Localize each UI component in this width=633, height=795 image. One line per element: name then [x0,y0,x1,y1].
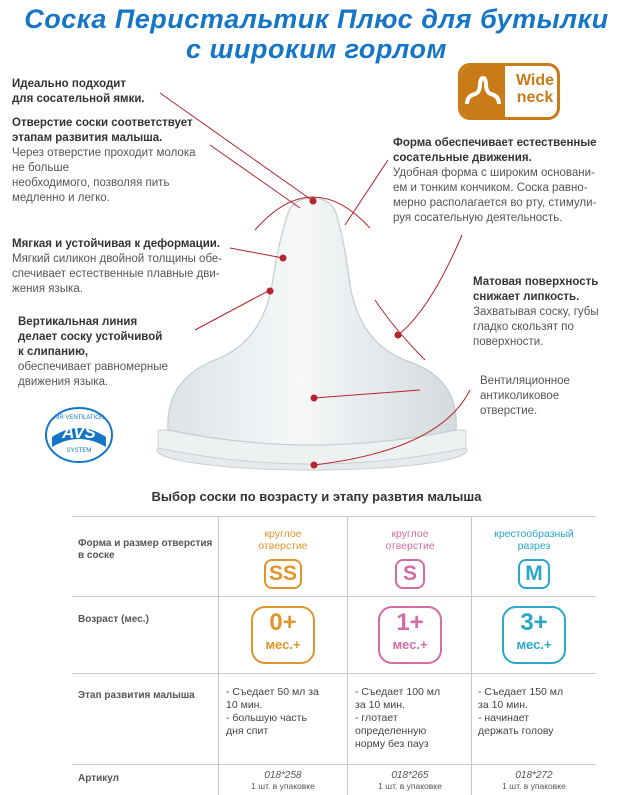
note-vertical-text: движения языка. [18,376,109,388]
article-cell-0 [218,770,348,792]
note-hole-bold: этапам развития малыша. [12,132,163,144]
note-matte-bold: снижает липкость. [473,291,580,303]
note-matte-text: поверхности. [473,336,544,348]
col-head-line: отверстие [258,540,308,552]
note-matte-text: Захватывая соску, губы [473,306,599,318]
note-vent-line: Вентиляционное [480,375,570,387]
stage-cell-2 [478,686,594,738]
note-matte [473,275,623,350]
note-shape-bold: сосательные движения. [393,152,532,164]
col-head-s [348,528,472,552]
note-soft-text: жения языка. [12,283,83,295]
article-pack: 1 шт. в упаковке [502,781,566,791]
age-value: 3+ [520,609,548,636]
article-pack: 1 шт. в упаковке [251,781,315,791]
callout-line-shape-2 [398,235,462,335]
avs-main-text: AVS [62,423,96,442]
article-number: 018*258 [264,770,302,781]
row-label-stage: Этап развития малыша [78,690,195,701]
note-matte-text: гладко скользят по [473,321,574,333]
avs-tm-text: TM [98,424,106,430]
note-hole-text: Через отверстие проходит молока [12,147,196,159]
note-hole-text: не больше [12,162,69,174]
article-cell-1 [348,770,472,792]
note-shape [393,136,623,226]
age-unit: мес.+ [516,637,552,652]
note-fit-line: для сосательной ямки. [12,93,145,105]
stage-line: определенную [355,725,427,737]
page-title-line1: Соска Перистальтик Плюс для бутылки [24,4,609,34]
note-hole-text: медленно и легко. [12,192,110,204]
note-hole-text: необходимого, позволяя пить [12,177,170,189]
note-fit-line: Идеально подходит [12,78,127,90]
neck-label: neck [516,89,554,106]
note-soft [12,237,247,297]
note-fit [12,77,212,107]
note-vertical-bold: делает соску устойчивой [18,331,163,343]
note-vertical-text: обеспечивает равномерные [18,361,168,373]
note-matte-bold: Матовая поверхность [473,276,599,288]
col-head-line: крестообразный [494,528,574,540]
note-shape-text: ем и тонким кончиком. Соска равно- [393,182,588,194]
age-unit: мес.+ [265,637,301,652]
note-shape-bold: Форма обеспечивает естественные [393,137,597,149]
nipple-selection-table [72,516,596,795]
size-badge-m: M [518,559,550,589]
article-pack: 1 шт. в упаковке [378,781,442,791]
stage-line: дня спит [226,725,269,737]
note-soft-text: Мягкий силикон двойной толщины обе- [12,253,223,265]
stage-line: - начинает [478,712,530,724]
note-vertical-bold: Вертикальная линия [18,316,138,328]
article-cell-2 [472,770,596,792]
dot-tip [310,198,317,205]
row-label-hole: Форма и размер отверстия в соске [78,538,213,561]
callout-line-shape [345,160,388,225]
col-head-m [472,528,596,552]
avs-logo [44,405,114,465]
note-soft-bold: Мягкая и устойчивая к деформации. [12,238,221,250]
size-badge-ss: SS [264,559,302,589]
age-value: 0+ [269,609,297,636]
stage-line: держать голову [478,725,554,737]
col-head-line: круглое [264,528,302,540]
stage-line: - Съедает 150 мл [478,686,564,698]
article-number: 018*265 [391,770,429,781]
avs-bottom-text: SYSTEM [66,448,92,454]
dot-shape [395,332,402,339]
col-head-line: отверстие [385,540,435,552]
col-head-ss [218,528,348,552]
note-vertical [18,315,203,390]
age-badge-1 [378,606,442,664]
stage-cell-1 [355,686,470,751]
stage-line: - Съедает 100 мл [355,686,441,698]
stage-line: - большую часть [226,712,307,724]
stage-line: - глотает [355,712,398,724]
age-unit: мес.+ [392,637,428,652]
note-shape-text: мерно располагается во рту, стимули- [393,197,597,209]
age-badge-3 [502,606,566,664]
dot-soft [280,255,287,262]
note-hole [12,116,227,206]
note-vent-line: антиколиковое [480,390,560,402]
note-shape-text: руя сосательную деятельность. [393,212,563,224]
note-vertical-bold: к слипанию, [18,346,89,358]
stage-line: 10 мин. [226,699,263,711]
stage-cell-0 [226,686,346,738]
note-shape-text: Удобная форма с широким основани- [393,167,595,179]
note-vent [480,374,620,419]
stage-line: за 10 мин. [355,699,405,711]
dot-flange [311,462,318,469]
avs-top-text: AIR VENTILATION [53,415,105,421]
stage-line: - Съедает 50 мл за [226,686,319,698]
note-soft-text: спечивает естественные плавные дви- [12,268,220,280]
size-badge-s: S [395,559,425,589]
stage-line: норму без пауз [355,738,429,750]
row-label-article: Артикул [78,773,120,784]
dot-vent [311,395,318,402]
wide-label: Wide [515,72,555,89]
age-value: 1+ [396,609,424,636]
table-title: Выбор соски по возрасту и этапу развтия малыша [151,489,482,504]
col-head-line: круглое [391,528,429,540]
note-vent-line: отверстие. [480,405,538,417]
page-title-line2: с широким горлом [186,34,447,64]
stage-line: за 10 мин. [478,699,528,711]
dot-vertical [267,288,274,295]
row-label-age: Возраст (мес.) [78,614,149,625]
col-head-line: разрез [517,540,551,552]
article-number: 018*272 [515,770,553,781]
age-badge-0 [251,606,315,664]
note-hole-bold: Отверстие соски соответствует [12,117,193,129]
